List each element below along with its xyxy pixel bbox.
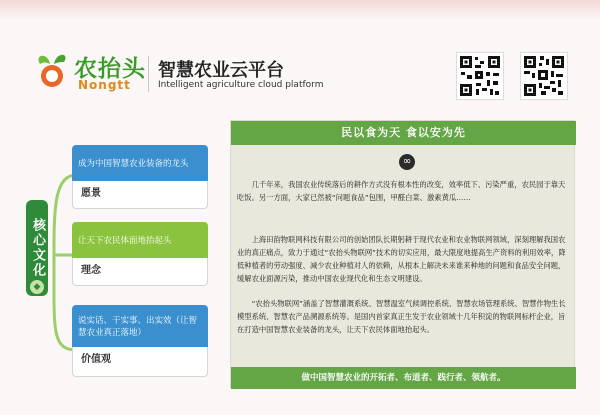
core-culture-badge: 核心文化 bbox=[26, 200, 48, 296]
intro-paragraph: 几千年来，我国农业传统落后的耕作方式没有根本性的改变，效率低下、污染严重，农民园于靠天吃饭。另一方面，大家已然被“问题食品”包围，甲醛白菜、激素黄瓜…… bbox=[237, 180, 566, 202]
core-culture-marker-icon: ◆ bbox=[30, 280, 44, 294]
qr-code-icon[interactable] bbox=[520, 52, 568, 100]
vision-label: 愿景 bbox=[72, 181, 208, 209]
values-text: 说实话、干实事、出实效（让智慧农业真正落地） bbox=[72, 305, 208, 347]
logo-text: 农抬头 bbox=[74, 56, 146, 82]
intro-paragraph: 上海田韵物联网科技有限公司的创始团队长期躬耕于现代农业和农业物联网领域，深刻理解我国农业的真正痛点，致力于通过“农抬头物联网”技术的切实应用，最大限度地提高生产资料的利用效率，降低种植者的劳动强度、减少农业种植对人的依赖，从根本上解决未来谁来种地的问题和食品安全问题，缓解农业面源污染，推动中国农业现代化和生态文明建设。 bbox=[237, 235, 566, 283]
qr-code-icon[interactable] bbox=[456, 52, 504, 100]
philosophy-card bbox=[72, 222, 208, 286]
link-icon: ∞ bbox=[399, 154, 415, 170]
platform-subtitle: Intelligent agriculture cloud platform bbox=[158, 80, 324, 90]
logo-leaf-icon bbox=[30, 50, 74, 94]
vision-card bbox=[72, 145, 208, 209]
intro-panel bbox=[230, 120, 575, 388]
page-background-band bbox=[0, 0, 600, 20]
panel-footer-slogan: 做中国智慧农业的开拓者、布道者、践行者、领航者。 bbox=[231, 367, 576, 389]
values-card bbox=[72, 305, 208, 377]
intro-paragraph: “农抬头物联网”涵盖了智慧灌溉系统、智慧温室气候调控系统、智慧农场管理系统、智慧作物生长模型系统、智慧农产品溯源系统等。是国内首家真正生发于农业领域十几年积淀的物联网标杆企业，旨在打造中国智慧农业装备的龙头，让天下农民体面地抬起头。 bbox=[237, 299, 566, 334]
values-label: 价值观 bbox=[72, 347, 208, 377]
philosophy-text: 让天下农民体面地抬起头 bbox=[72, 222, 208, 258]
philosophy-label: 理念 bbox=[72, 258, 208, 286]
logo-subtext: Nongtt bbox=[78, 78, 131, 92]
vision-text: 成为中国智慧农业装备的龙头 bbox=[72, 145, 208, 181]
header-divider bbox=[148, 56, 149, 92]
panel-heading: 民以食为天 食以安为先 bbox=[231, 121, 576, 145]
platform-title: 智慧农业云平台 bbox=[158, 60, 284, 81]
